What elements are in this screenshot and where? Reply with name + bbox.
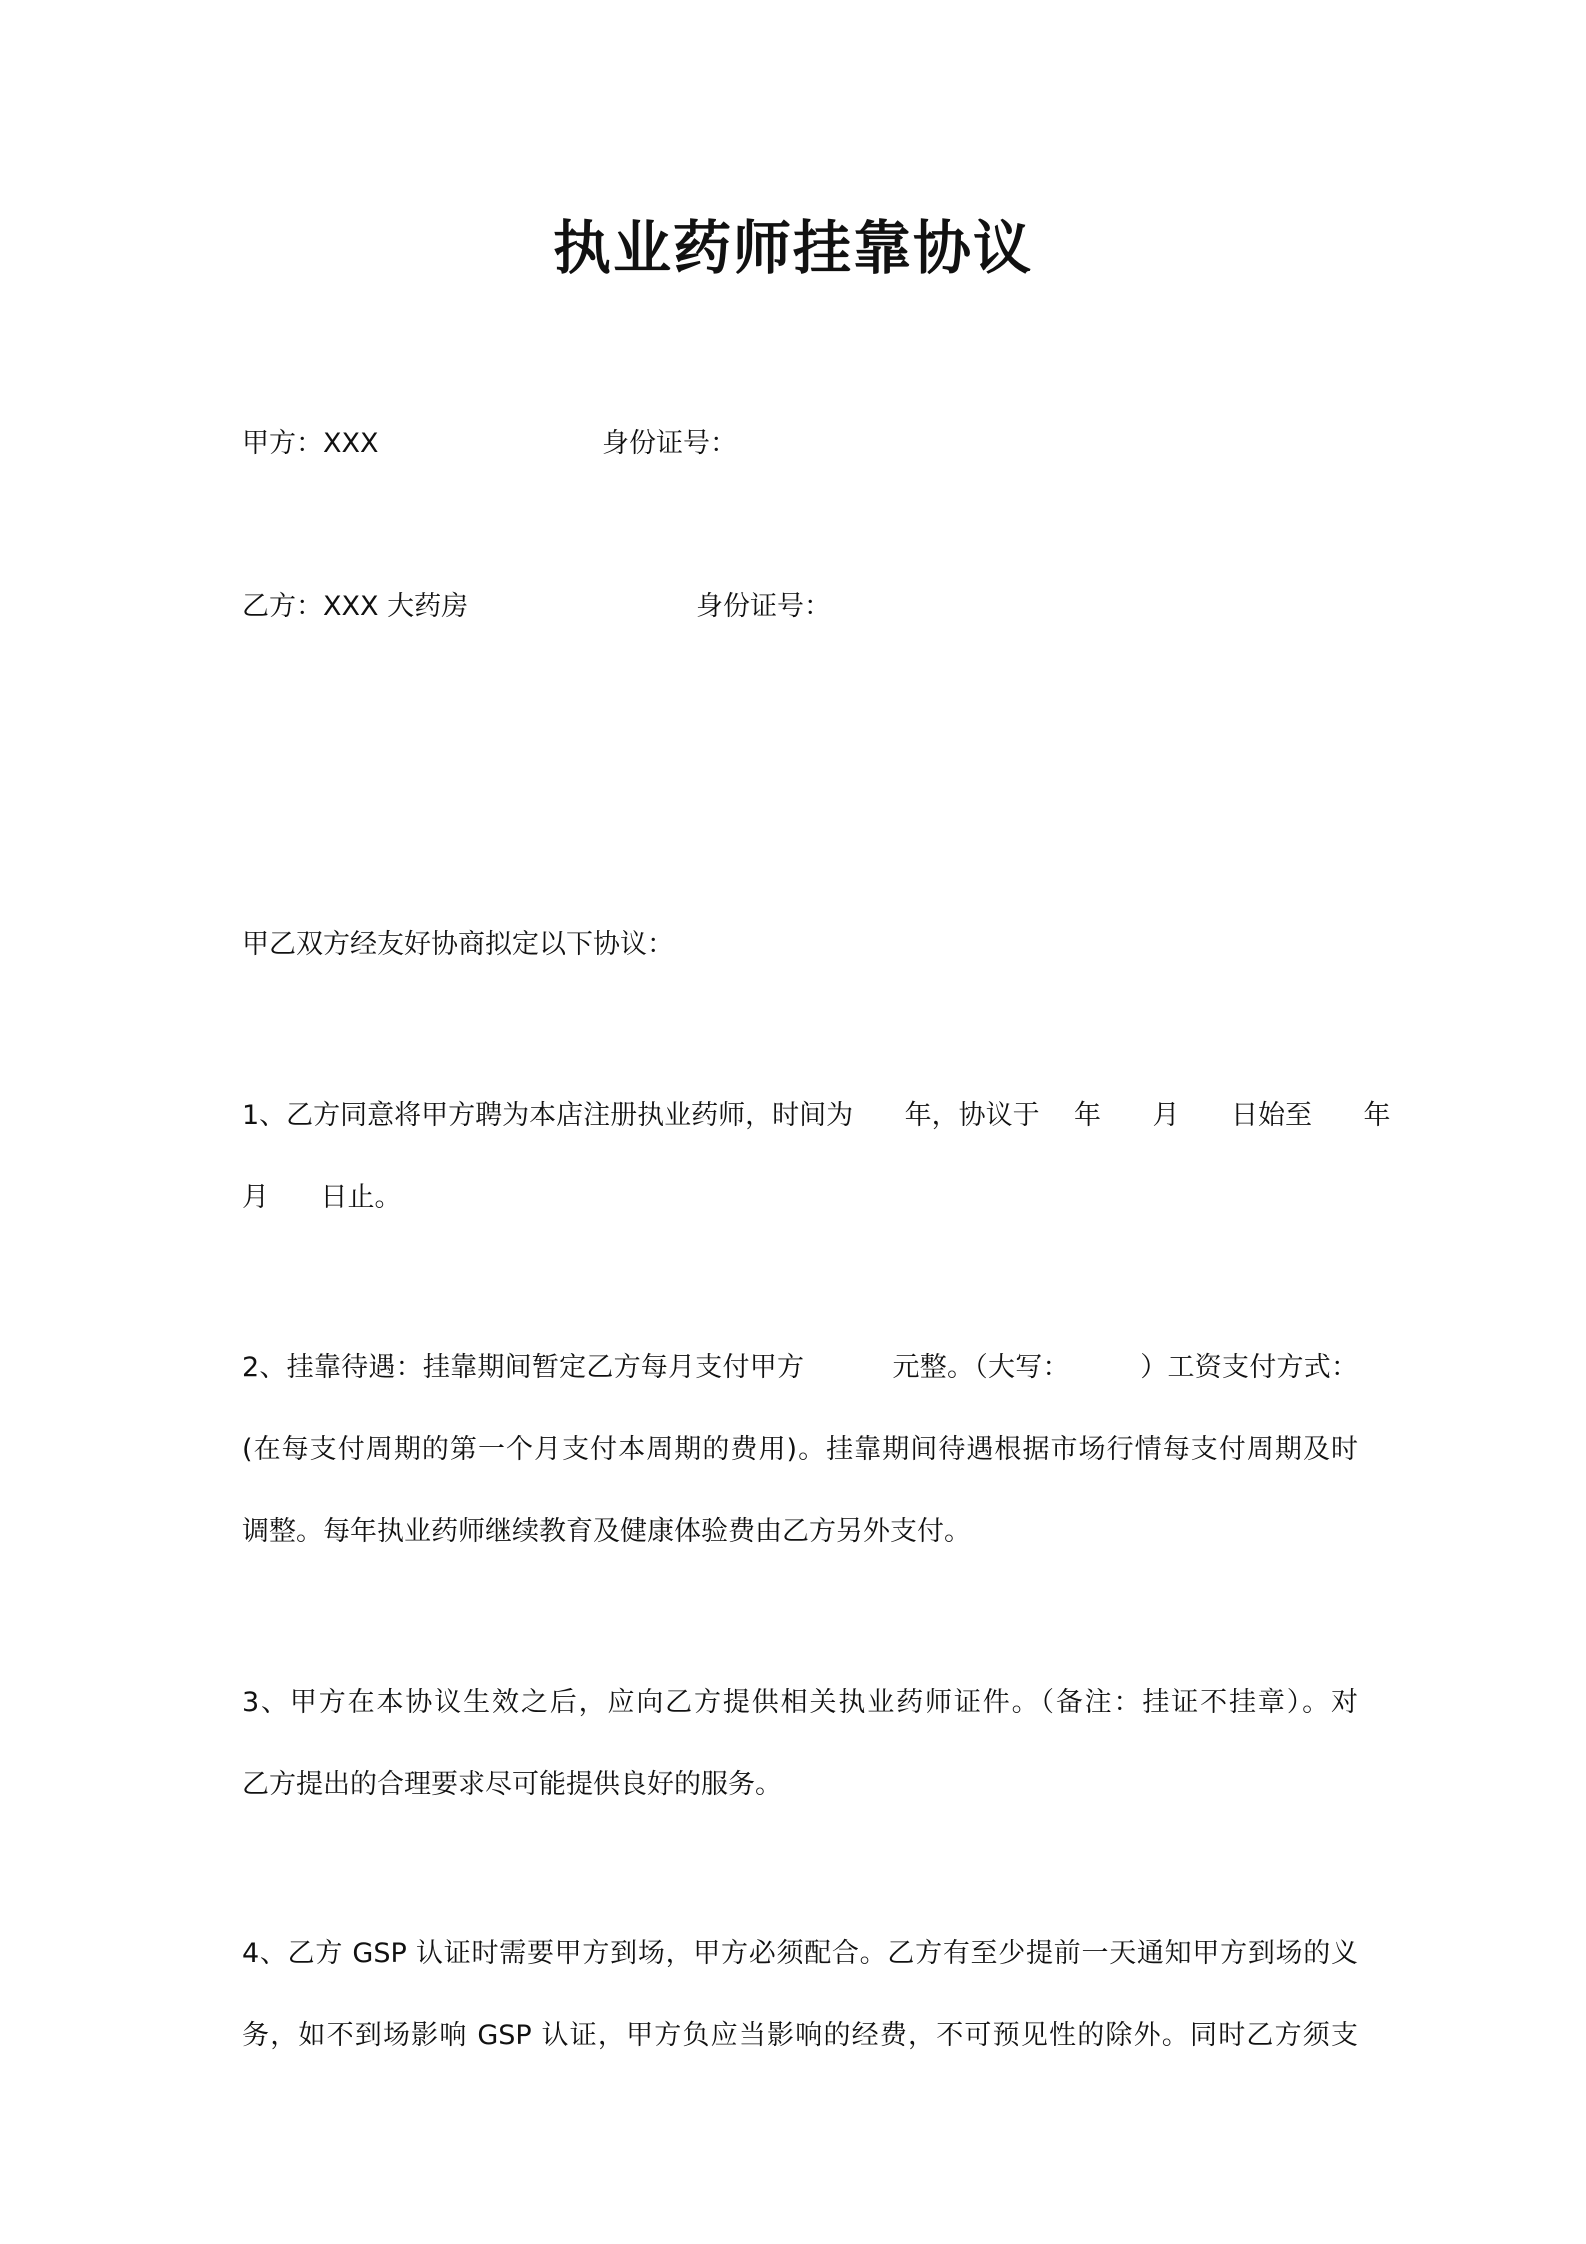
document-title: 执业药师挂靠协议 bbox=[552, 214, 1033, 282]
party-a-label: 甲方：XXX bbox=[242, 428, 379, 459]
clause-4 bbox=[242, 1934, 1358, 2098]
clause-2 bbox=[242, 1348, 1358, 1594]
clause-line: 4、乙方 GSP 认证时需要甲方到场，甲方必须配合。乙方有至少提前一天通知甲方到场的义 bbox=[242, 1938, 1358, 1969]
clause-line: 月 日止。 bbox=[242, 1182, 402, 1213]
clause-3 bbox=[242, 1683, 1358, 1847]
clause-line: 2、挂靠待遇：挂靠期间暂定乙方每月支付甲方 元整。（大写： ）工资支付方式： bbox=[242, 1352, 1358, 1383]
party-a-id-label: 身份证号： bbox=[602, 428, 737, 459]
clause-line: 务，如不到场影响 GSP 认证，甲方负应当影响的经费，不可预见性的除外。同时乙方须支 bbox=[242, 2020, 1358, 2051]
clause-line: (在每支付周期的第一个月支付本周期的费用)。挂靠期间待遇根据市场行情每支付周期及时 bbox=[242, 1434, 1358, 1465]
clause-line: 3、甲方在本协议生效之后，应向乙方提供相关执业药师证件。（备注：挂证不挂章）。对 bbox=[242, 1687, 1358, 1718]
clause-1 bbox=[242, 1096, 1391, 1260]
clause-line: 乙方提出的合理要求尽可能提供良好的服务。 bbox=[242, 1769, 782, 1800]
agreement-intro: 甲乙双方经友好协商拟定以下协议： bbox=[242, 929, 674, 960]
clause-line: 1、乙方同意将甲方聘为本店注册执业药师，时间为 年，协议于 年 月 日始至 年 bbox=[242, 1100, 1391, 1131]
clause-line: 调整。每年执业药师继续教育及健康体验费由乙方另外支付。 bbox=[242, 1516, 971, 1547]
party-b-id-label: 身份证号： bbox=[696, 591, 831, 622]
party-b-label: 乙方：XXX 大药房 bbox=[242, 591, 469, 622]
